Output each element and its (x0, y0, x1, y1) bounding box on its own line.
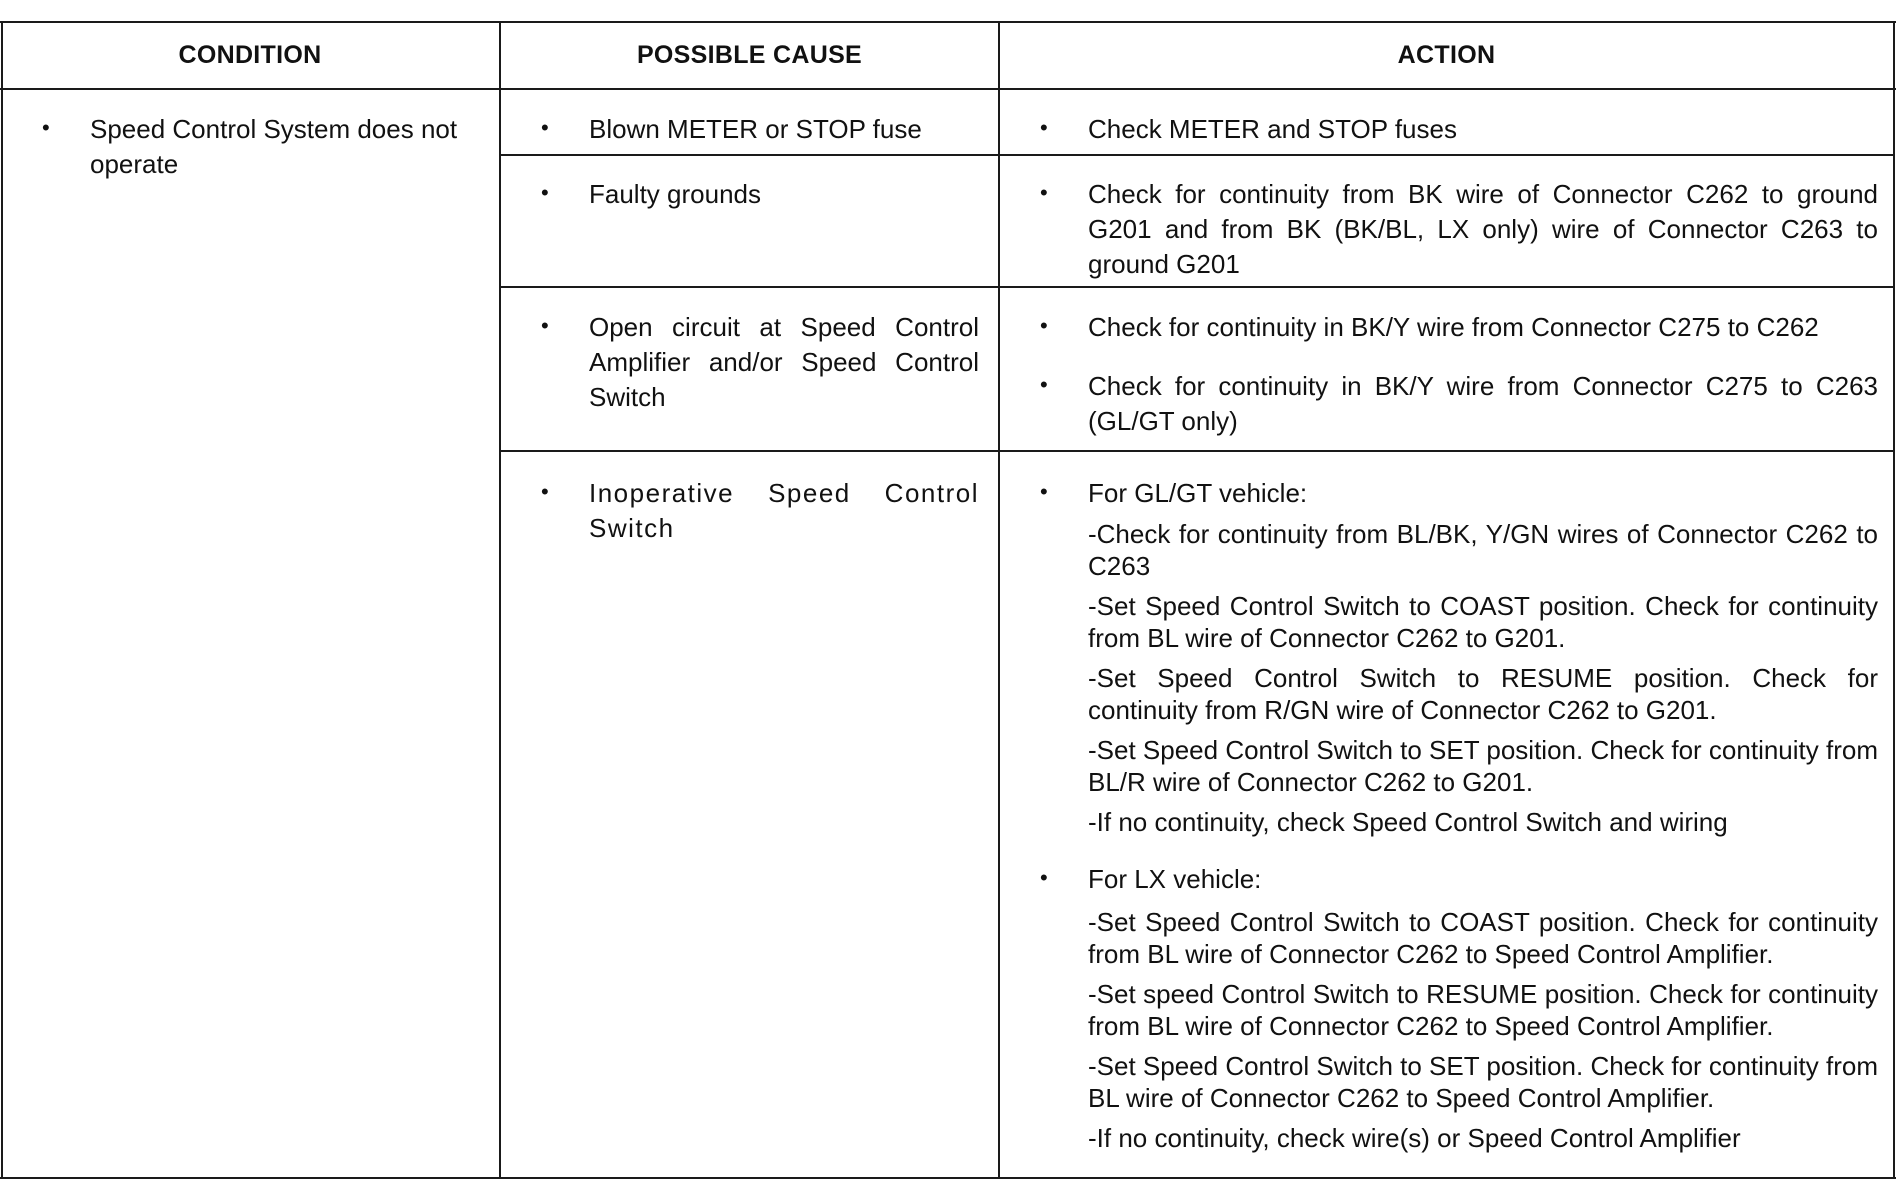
action-check-grounds: Check for continuity from BK wire of Connector C262 to ground G201 and from BK (BK/BL, LX only) wire of Connector C263 to ground G201 (1088, 179, 1878, 279)
header-possible-cause: POSSIBLE CAUSE (636, 40, 863, 69)
glgt-step-3: -Set Speed Control Switch to RESUME position. Check for continuity from R/GN wire of Connector C262 to G201. (1088, 663, 1878, 725)
lx-step-1: -Set Speed Control Switch to COAST position. Check for continuity from BL wire of Connector C262 to Speed Control Amplifier. (1088, 907, 1878, 969)
action-bullet: • (1040, 313, 1048, 338)
cause-bullet: • (541, 479, 549, 504)
header-action: ACTION (1397, 40, 1496, 69)
glgt-step-5: -If no continuity, check Speed Control Switch and wiring (1088, 807, 1728, 837)
action-bullet: • (1040, 865, 1048, 890)
action-check-c262: Check for continuity in BK/Y wire from Connector C275 to C262 (1088, 312, 1819, 342)
column-divider-2 (998, 21, 1000, 1179)
group-title-glgt: For GL/GT vehicle: (1088, 478, 1308, 508)
column-divider-1 (499, 21, 501, 1179)
action-bullet: • (1040, 180, 1048, 205)
cause-bullet: • (541, 115, 549, 140)
action-check-fuses: Check METER and STOP fuses (1088, 114, 1457, 144)
lx-step-3: -Set Speed Control Switch to SET position. Check for continuity from BL wire of Connector C262 to Speed Control Amplifier. (1088, 1051, 1878, 1113)
cause-blown-fuse: Blown METER or STOP fuse (589, 114, 922, 144)
action-bullet: • (1040, 372, 1048, 397)
header-divider (0, 88, 1896, 90)
lx-step-4: -If no continuity, check wire(s) or Speed Control Amplifier (1088, 1123, 1741, 1153)
condition-text: Speed Control System does not operate (90, 114, 458, 179)
cause-inoperative-switch: Inoperative Speed Control Switch (589, 478, 979, 543)
row-divider-2 (499, 286, 1895, 288)
table-border-right (1893, 21, 1895, 1179)
cause-faulty-grounds: Faulty grounds (589, 179, 761, 209)
cause-bullet: • (541, 180, 549, 205)
action-check-c263: Check for continuity in BK/Y wire from Connector C275 to C263 (GL/GT only) (1088, 371, 1878, 436)
lx-step-2: -Set speed Control Switch to RESUME position. Check for continuity from BL wire of Connector C262 to Speed Control Amplifier. (1088, 979, 1878, 1041)
action-bullet: • (1040, 479, 1048, 504)
row-divider-3 (499, 450, 1895, 452)
cause-bullet: • (541, 313, 549, 338)
group-title-lx: For LX vehicle: (1088, 864, 1262, 894)
action-bullet: • (1040, 115, 1048, 140)
glgt-step-1: -Check for continuity from BL/BK, Y/GN wires of Connector C262 to C263 (1088, 519, 1878, 581)
table-border-bottom (0, 1177, 1896, 1179)
row-divider-1 (499, 154, 1895, 156)
header-condition: CONDITION (178, 40, 322, 69)
glgt-step-2: -Set Speed Control Switch to COAST position. Check for continuity from BL wire of Connector C262 to G201. (1088, 591, 1878, 653)
cause-open-circuit: Open circuit at Speed Control Amplifier and/or Speed Control Switch (589, 312, 979, 412)
glgt-step-4: -Set Speed Control Switch to SET position. Check for continuity from BL/R wire of Connector C262 to G201. (1088, 735, 1878, 797)
table-border-left (1, 21, 3, 1179)
condition-bullet: • (42, 115, 50, 140)
